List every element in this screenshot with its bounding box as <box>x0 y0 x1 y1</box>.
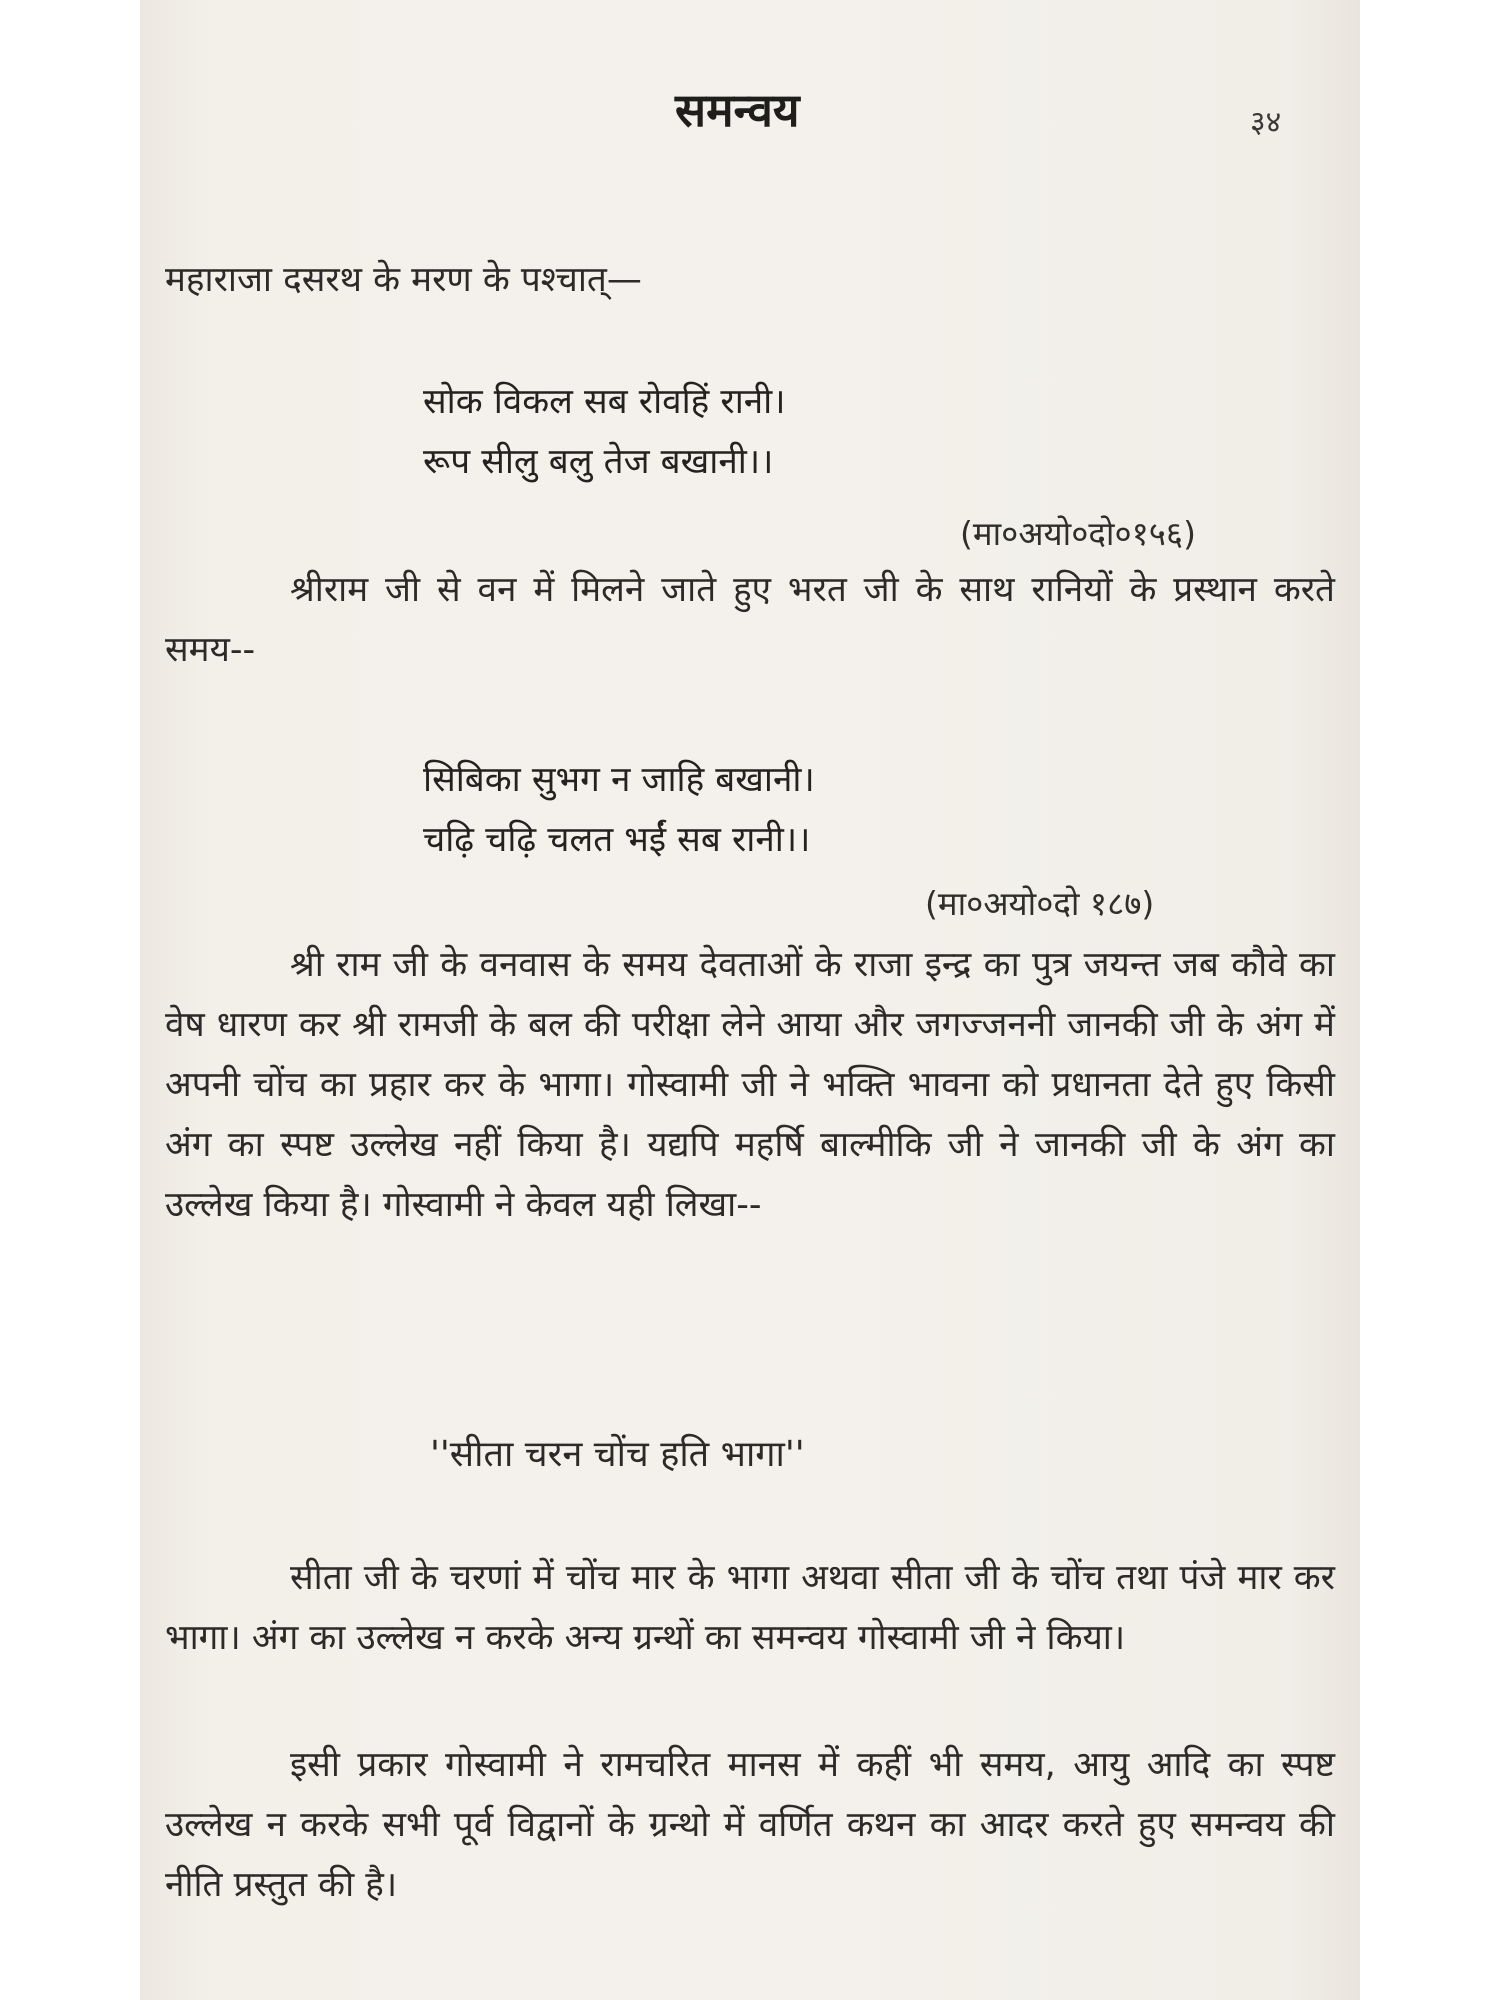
verse2-line1: सिबिका सुभग न जाहि बखानी। <box>423 760 815 800</box>
verse1-citation: (मा०अयो०दो०१५६) <box>960 514 1196 553</box>
verse1-line2: रूप सीलु बलु तेज बखानी।। <box>423 442 774 482</box>
paragraph-3: सीता जी के चरणां में चोंच मार के भागा अथवा सीता जी के चोंच तथा पंजे मार कर भागा। अंग का उल्लेख न करके अन्य ग्रन्थों का समन्वय गोस्वामी जी ने किया। <box>165 1558 1335 1658</box>
paragraph-2: श्री राम जी के वनवास के समय देवताओं के राजा इन्द्र का पुत्र जयन्त जब कौवे का वेष धारण कर श्री रामजी के बल की परीक्षा लेने आया और जगज्जननी जानकी जी के अंग में अपनी चोंच का प्रहार कर के भागा। गोस्वामी जी ने भक्ति भावना को प्रधानता देते हुए किसी अंग का स्पष्ट उल्लेख नहीं किया है। यद्यपि महर्षि बाल्मीकि जी ने जानकी जी के अंग का उल्लेख किया है। गोस्वामी ने केवल यही लिखा-- <box>165 945 1335 1225</box>
paragraph-4: इसी प्रकार गोस्वामी ने रामचरित मानस में कहीं भी समय, आयु आदि का स्पष्ट उल्लेख न करके सभी पूर्व विद्वानों के ग्रन्थो में वर्णित कथन का आदर करते हुए समन्वय की नीति प्रस्तुत की है। <box>165 1745 1335 1905</box>
book-page <box>140 0 1360 2000</box>
intro-line: महाराजा दसरथ के मरण के पश्चात्— <box>165 260 642 300</box>
quote-line: ''सीता चरन चोंच हति भागा'' <box>430 1434 805 1475</box>
verse1-line1: सोक विकल सब रोवहिं रानी। <box>423 382 786 422</box>
page-title: समन्वय <box>675 83 800 137</box>
verse2-line2: चढ़ि चढ़ि चलत भईं सब रानी।। <box>423 820 811 860</box>
page-number: ३४ <box>1250 105 1282 140</box>
paragraph-1: श्रीराम जी से वन में मिलने जाते हुए भरत जी के साथ रानियों के प्रस्थान करते समय-- <box>165 570 1335 670</box>
verse2-citation: (मा०अयो०दो १८७) <box>925 884 1155 923</box>
